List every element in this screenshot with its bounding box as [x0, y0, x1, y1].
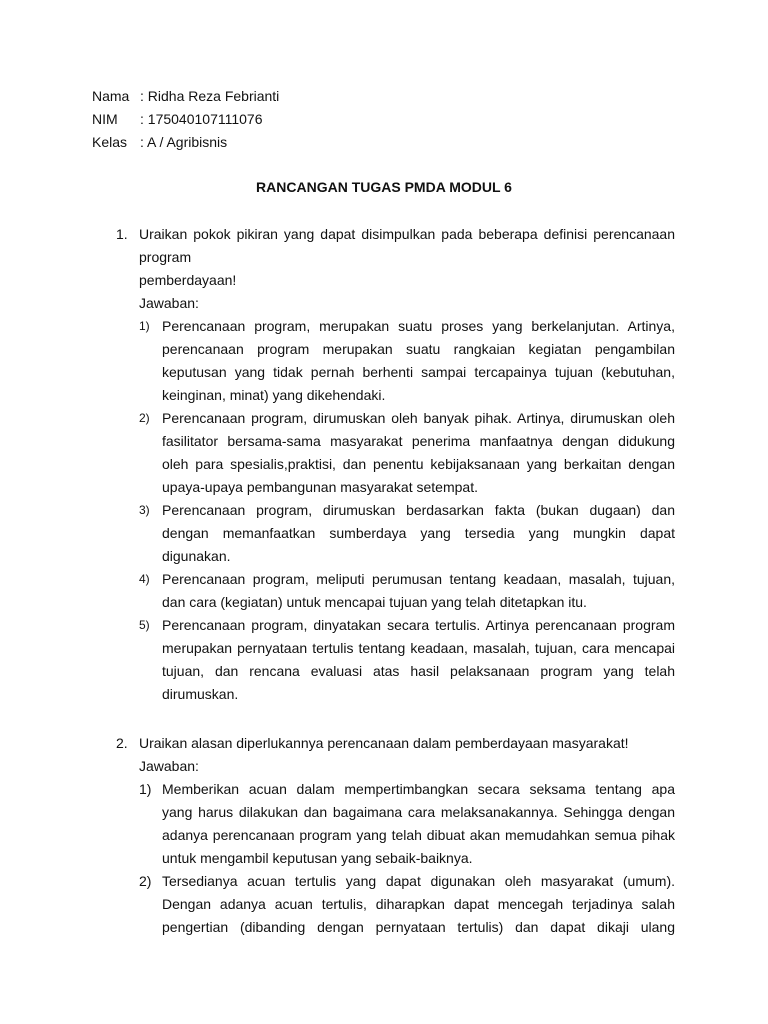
answer-2-text: Perencanaan program, dirumuskan oleh banyak pihak. Artinya, dirumuskan oleh — [162, 410, 675, 426]
question-1-text: pemberdayaan! — [139, 272, 237, 288]
question-1-text: program — [139, 249, 192, 265]
answer-5-text: Perencanaan program, dinyatakan secara tertulis. Artinya perencanaan program — [162, 617, 675, 633]
question-1-number: 1. — [116, 226, 128, 242]
identity-nim-row — [92, 109, 263, 129]
nim-value: : 175040107111076 — [140, 111, 263, 127]
question-2-text: Uraikan alasan diperlukannya perencanaan dalam pemberdayaan masyarakat! — [139, 735, 629, 751]
name-label: Nama — [92, 88, 130, 104]
question-1-text: Uraikan pokok pikiran yang dapat disimpulkan pada beberapa definisi perencanaan — [139, 226, 675, 242]
q2-answer-2-text: pengertian (dibanding dengan pernyataan tertulis) dan dapat dikaji ulang — [162, 919, 675, 935]
document-title: RANCANGAN TUGAS PMDA MODUL 6 — [256, 179, 512, 195]
answer-5-text: merupakan pernyataan tertulis tentang keadaan, masalah, tujuan, cara mencapai — [162, 640, 675, 656]
q2-answer-1-text: untuk mengambil keputusan yang sebaik-baiknya. — [162, 850, 473, 866]
identity-kelas-row — [92, 132, 227, 152]
answer-4-number: 4) — [139, 572, 150, 586]
q2-answer-2-text: Dengan adanya acuan tertulis, diharapkan dapat mencegah terjadinya salah — [162, 896, 675, 912]
answer-label: Jawaban: — [139, 758, 199, 774]
answer-1-text: keputusan yang tidak pernah berhenti sampai tercapainya tujuan (kebutuhan, — [162, 364, 675, 380]
answer-4-text: Perencanaan program, meliputi perumusan tentang keadaan, masalah, tujuan, — [162, 571, 675, 587]
answer-5-text: dirumuskan. — [162, 686, 239, 702]
q2-answer-2-text: Tersedianya acuan tertulis yang dapat digunakan oleh masyarakat (umum). — [162, 873, 675, 889]
answer-2-text: upaya-upaya pembangunan masyarakat setempat. — [162, 479, 478, 495]
q2-answer-1-text: yang harus dilakukan dan bagaimana cara melaksanakannya. Sehingga dengan — [162, 804, 675, 820]
nim-label: NIM — [92, 111, 118, 127]
answer-3-number: 3) — [139, 503, 150, 517]
answer-2-text: oleh para spesialis,praktisi, dan penentu kebijaksanaan yang berkaitan dengan — [162, 456, 675, 472]
q2-answer-2-number: 2) — [139, 873, 152, 889]
q2-answer-1-number: 1) — [139, 781, 152, 797]
kelas-value: : A / Agribisnis — [140, 134, 228, 150]
answer-3-text: dengan memanfaatkan sumberdaya yang tersedia yang mungkin dapat — [162, 525, 675, 541]
answer-1-text: Perencanaan program, merupakan suatu proses yang berkelanjutan. Artinya, — [162, 318, 675, 334]
question-2-number: 2. — [116, 735, 128, 751]
q2-answer-1-text: adanya perencanaan program yang telah dibuat akan memudahkan semua pihak — [162, 827, 675, 843]
kelas-label: Kelas — [92, 134, 128, 150]
answer-1-number: 1) — [139, 319, 150, 333]
answer-label: Jawaban: — [139, 295, 199, 311]
answer-5-text: tujuan, dan rencana evaluasi atas hasil pelaksanaan program yang telah — [162, 663, 675, 679]
answer-3-text: digunakan. — [162, 548, 231, 564]
identity-name-row — [92, 86, 279, 106]
answer-1-text: keinginan, minat) yang dikehendaki. — [162, 387, 386, 403]
name-value: : Ridha Reza Febrianti — [140, 88, 280, 104]
answer-5-number: 5) — [139, 618, 150, 632]
answer-2-number: 2) — [139, 411, 150, 425]
q2-answer-1-text: Memberikan acuan dalam mempertimbangkan secara seksama tentang apa — [162, 781, 675, 797]
answer-1-text: perencanaan program merupakan suatu rangkaian kegiatan pengambilan — [162, 341, 675, 357]
answer-3-text: Perencanaan program, dirumuskan berdasarkan fakta (bukan dugaan) dan — [162, 502, 675, 518]
answer-4-text: dan cara (kegiatan) untuk mencapai tujuan yang telah ditetapkan itu. — [162, 594, 587, 610]
answer-2-text: fasilitator bersama-sama masyarakat penerima manfaatnya dengan didukung — [162, 433, 675, 449]
